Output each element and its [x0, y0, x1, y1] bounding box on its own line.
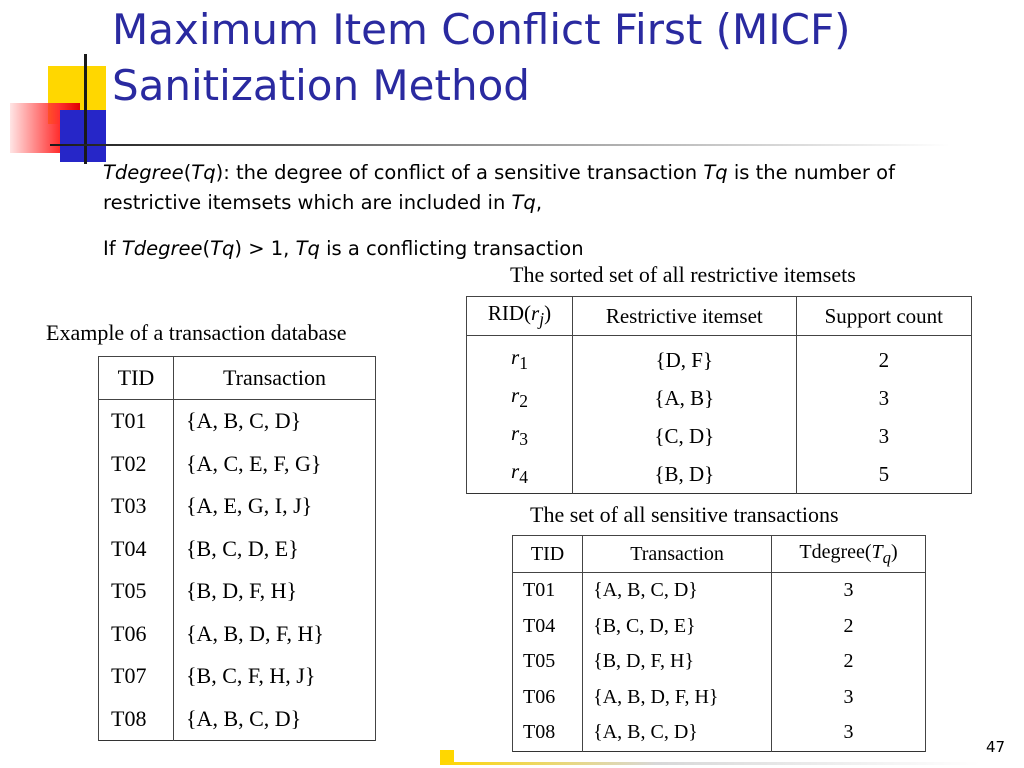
rid-cell [467, 417, 573, 455]
table-row [99, 570, 376, 613]
tid-cell: T03 [99, 485, 174, 528]
condition-if: If [103, 237, 122, 260]
itemset-cell: {B, D} [572, 455, 796, 494]
tid-cell: T05 [99, 570, 174, 613]
support-cell: 5 [796, 455, 971, 494]
term-tq: Tq [703, 161, 728, 184]
transaction-cell: {A, B, C, D} [583, 715, 772, 751]
slide-title [112, 2, 992, 114]
sensitive-transactions-table [512, 535, 926, 752]
tid-cell: T05 [513, 644, 583, 680]
rid-label: RID( [487, 301, 532, 326]
title-underline [50, 144, 950, 146]
slide-title-line2: Sanitization Method [112, 61, 530, 110]
column-header-itemset: Restrictive itemset [572, 297, 796, 336]
itemset-cell: {C, D} [572, 417, 796, 455]
term-tq: Tq [295, 237, 320, 260]
column-header-rid [467, 297, 573, 336]
table-row [99, 698, 376, 741]
transaction-cell: {A, B, D, F, H} [174, 613, 376, 656]
definition-text: is the number of restrictive itemsets which are included in [103, 161, 895, 214]
rid-variable: r [511, 345, 520, 370]
rid-variable: r [511, 421, 520, 446]
itemset-cell: {A, B} [572, 379, 796, 417]
tdegree-label: Tdegree( [799, 540, 872, 563]
condition-text: ) > 1, [234, 237, 296, 260]
table-row [513, 680, 926, 716]
decorative-blue-square [60, 110, 106, 162]
rid-subscript: 3 [519, 429, 528, 450]
table-row [467, 455, 972, 494]
table-row [99, 613, 376, 656]
tid-cell: T01 [513, 573, 583, 609]
table-row [513, 644, 926, 680]
tid-cell: T06 [99, 613, 174, 656]
table-row [513, 609, 926, 645]
table-header-row [99, 357, 376, 400]
support-cell: 3 [796, 417, 971, 455]
term-tq: Tq [210, 237, 235, 260]
tdegree-cell: 2 [772, 609, 926, 645]
support-cell: 2 [796, 336, 971, 380]
rid-close: ) [544, 301, 552, 326]
rid-subscript: 2 [519, 391, 528, 412]
transaction-cell: {A, C, E, F, G} [174, 443, 376, 486]
tid-cell: T08 [99, 698, 174, 741]
rid-variable: r [511, 459, 520, 484]
restrictive-itemsets-table [466, 296, 972, 494]
column-header-support: Support count [796, 297, 971, 336]
support-cell: 3 [796, 379, 971, 417]
tdegree-variable: T [871, 540, 883, 563]
table-row [513, 715, 926, 751]
tdegree-cell: 3 [772, 573, 926, 609]
term-tdegree: Tdegree [103, 161, 184, 184]
table-row [467, 336, 972, 380]
tdegree-cell: 2 [772, 644, 926, 680]
column-header-tid: TID [513, 536, 583, 573]
table-row [467, 417, 972, 455]
rid-cell [467, 379, 573, 417]
table-row [467, 379, 972, 417]
table-row [99, 655, 376, 698]
transaction-cell: {B, C, F, H, J} [174, 655, 376, 698]
transaction-cell: {A, B, C, D} [174, 698, 376, 741]
column-header-transaction: Transaction [174, 357, 376, 400]
definition-end: , [535, 191, 543, 214]
tid-cell: T02 [99, 443, 174, 486]
conflict-condition [103, 234, 584, 264]
tdegree-subscript: q [882, 547, 891, 567]
transaction-cell: {A, B, D, F, H} [583, 680, 772, 716]
tid-cell: T01 [99, 400, 174, 443]
rid-subscript: 1 [519, 353, 528, 374]
table-row [99, 485, 376, 528]
tid-cell: T07 [99, 655, 174, 698]
rid-variable: r [511, 383, 520, 408]
term-tq: Tq [191, 161, 216, 184]
sensitive-table-caption: The set of all sensitive transactions [530, 502, 839, 527]
rid-subscript: j [539, 309, 545, 330]
column-header-tid: TID [99, 357, 174, 400]
rid-variable: r [531, 301, 540, 326]
decorative-bottom-line [440, 762, 980, 765]
definition-text: ): the degree of conflict of a sensitive transaction [215, 161, 704, 184]
table-row [513, 573, 926, 609]
decorative-vertical-line [84, 54, 87, 164]
tid-cell: T04 [513, 609, 583, 645]
transaction-cell: {B, C, D, E} [174, 528, 376, 571]
table-row [99, 443, 376, 486]
transaction-cell: {B, D, F, H} [174, 570, 376, 613]
paren-open: ( [202, 237, 211, 260]
transaction-cell: {A, E, G, I, J} [174, 485, 376, 528]
term-tdegree: Tdegree [121, 237, 203, 260]
condition-text: is a conflicting transaction [319, 237, 584, 260]
transaction-cell: {A, B, C, D} [583, 573, 772, 609]
rid-cell [467, 336, 573, 380]
paren-open: ( [183, 161, 192, 184]
tid-cell: T04 [99, 528, 174, 571]
term-tq: Tq [511, 191, 536, 214]
slide-title-line1: Maximum Item Conflict First (MICF) [112, 5, 851, 54]
rid-subscript: 4 [519, 467, 528, 488]
table-row [99, 400, 376, 443]
transaction-cell: {B, D, F, H} [583, 644, 772, 680]
tdegree-close: ) [890, 540, 898, 563]
itemset-cell: {D, F} [572, 336, 796, 380]
restrictive-table-caption: The sorted set of all restrictive itemsets [510, 262, 856, 287]
transaction-cell: {A, B, C, D} [174, 400, 376, 443]
rid-cell [467, 455, 573, 494]
transaction-database-table [98, 356, 376, 741]
transaction-cell: {B, C, D, E} [583, 609, 772, 645]
table-header-row [467, 297, 972, 336]
column-header-tdegree [772, 536, 926, 573]
tid-cell: T08 [513, 715, 583, 751]
table-row [99, 528, 376, 571]
column-header-transaction: Transaction [583, 536, 772, 573]
tid-cell: T06 [513, 680, 583, 716]
table-header-row [513, 536, 926, 573]
slide-number: 47 [986, 738, 1006, 756]
tdegree-cell: 3 [772, 715, 926, 751]
db-table-caption: Example of a transaction database [46, 320, 347, 345]
tdegree-definition [103, 158, 933, 218]
tdegree-cell: 3 [772, 680, 926, 716]
